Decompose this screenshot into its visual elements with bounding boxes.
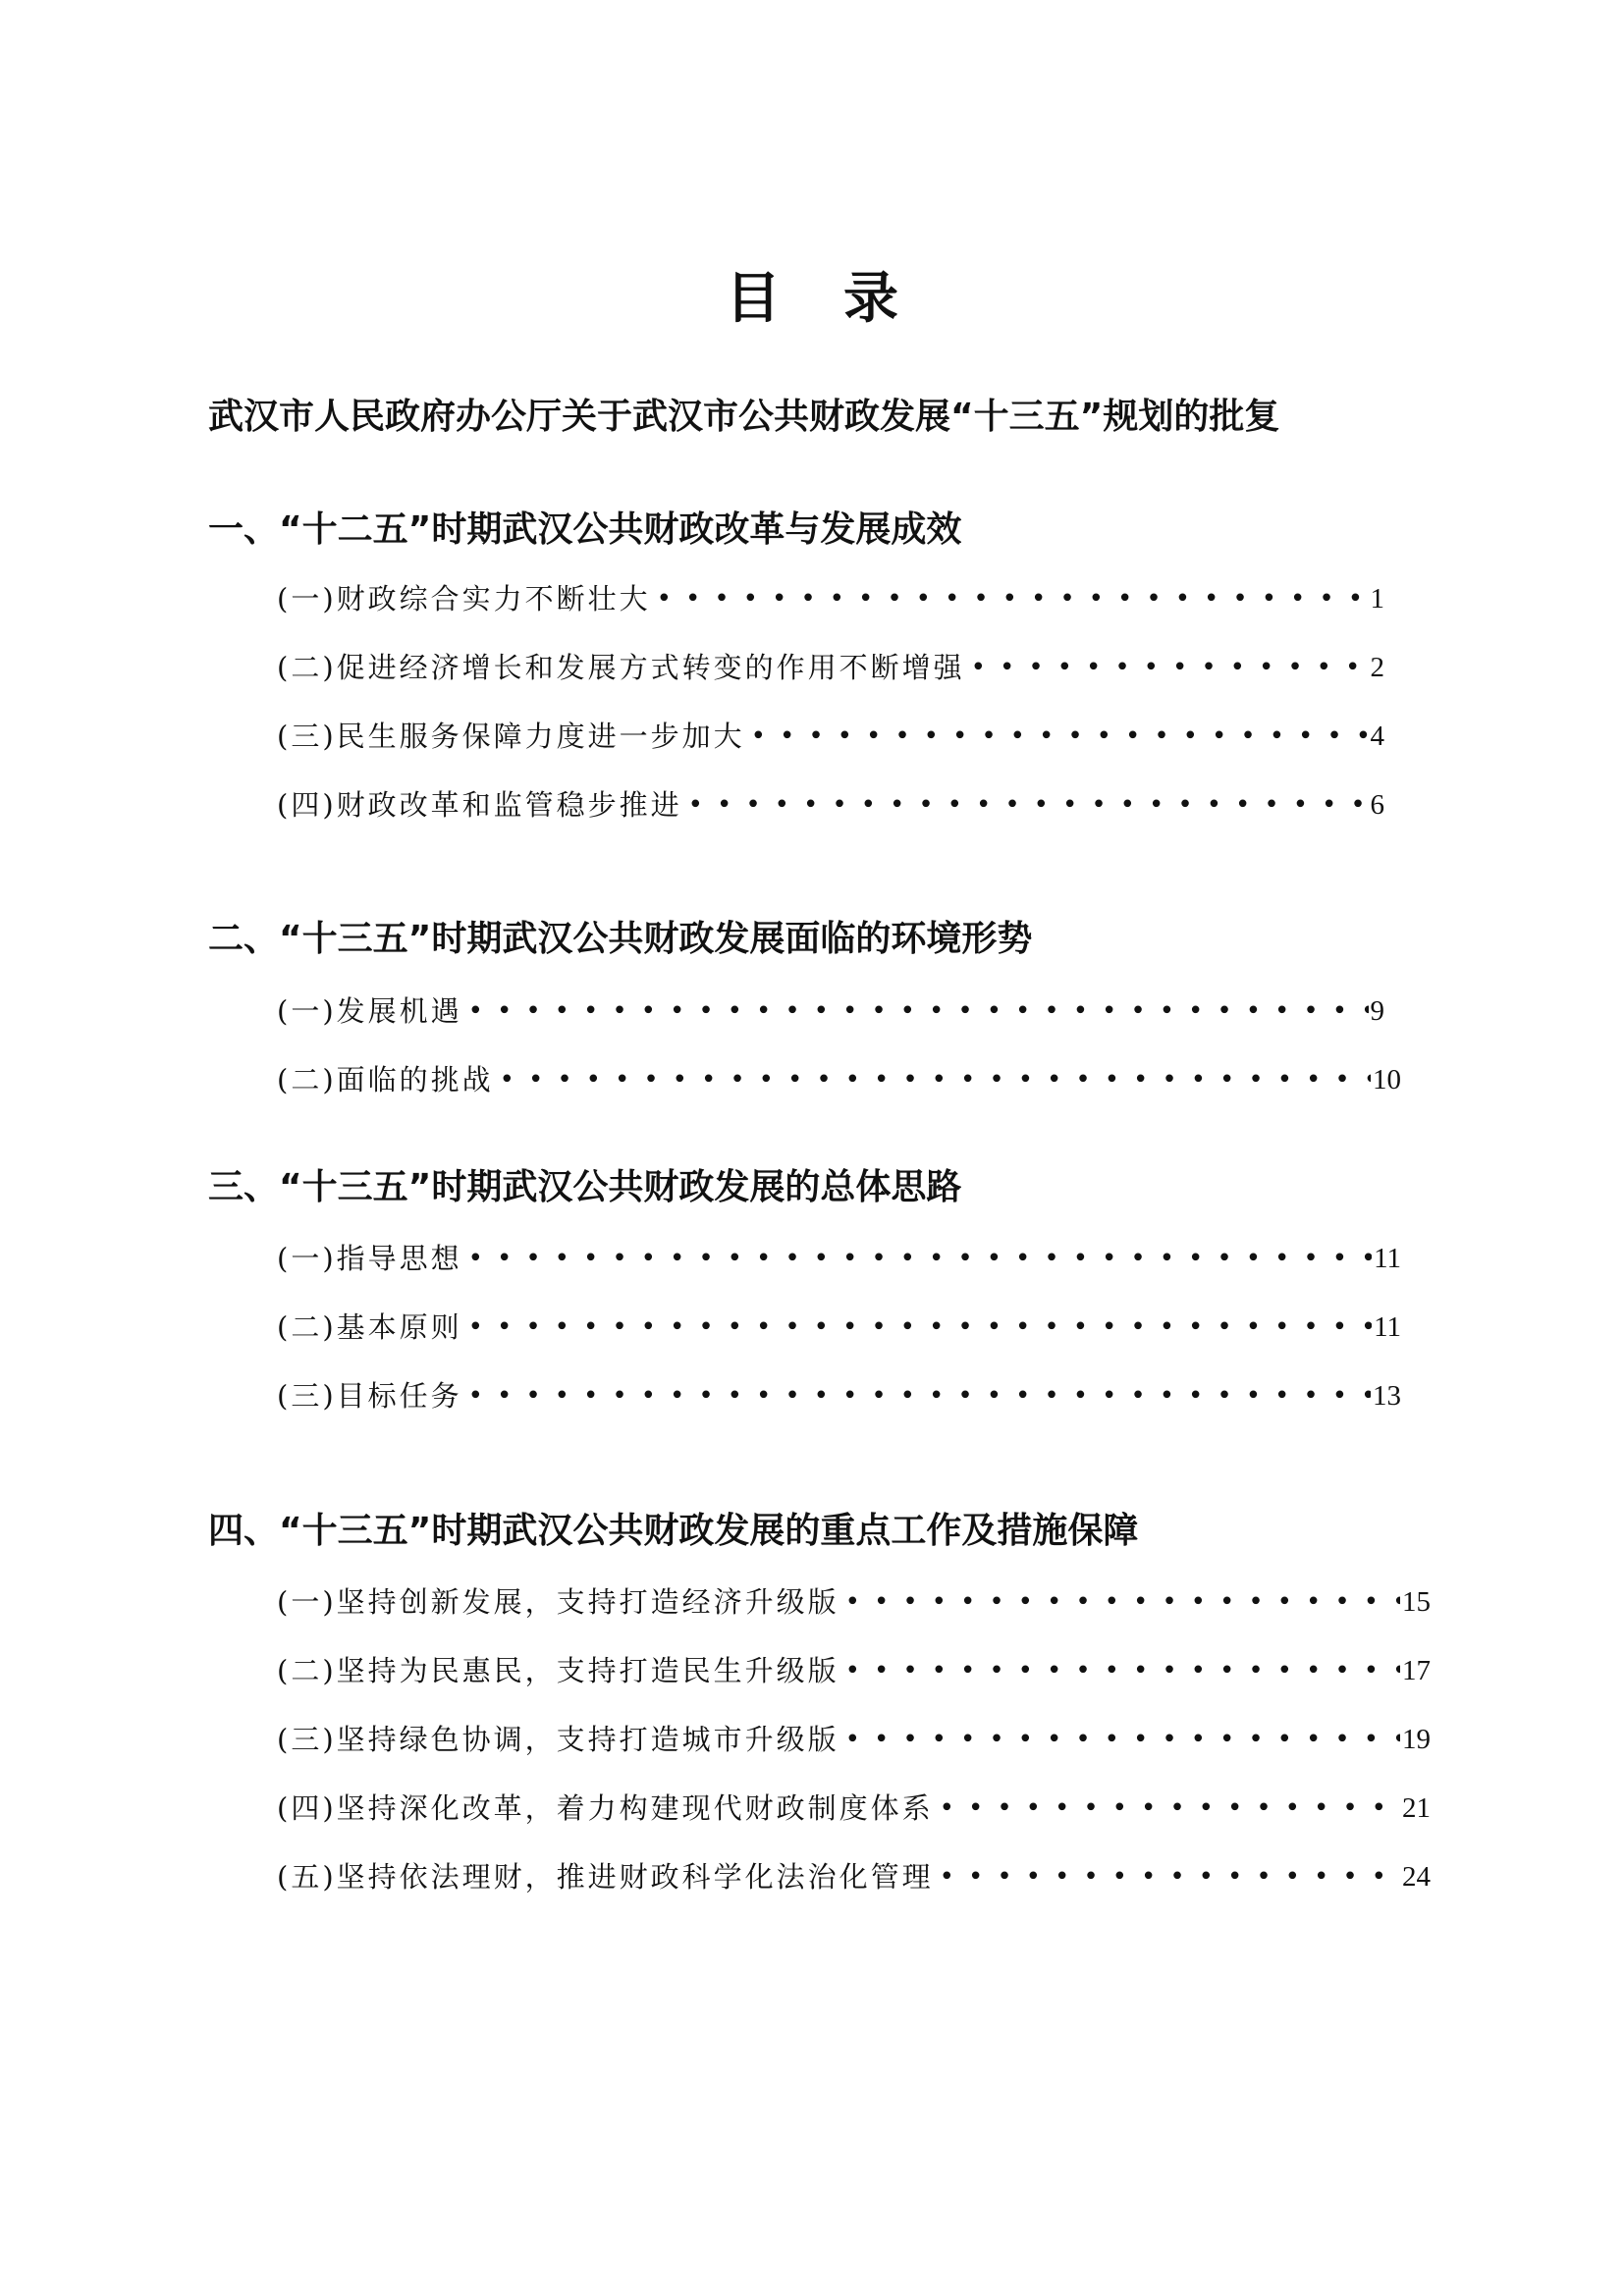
- toc-entry-page: 4: [1370, 721, 1384, 752]
- toc-entry-label: (三)坚持绿色协调，支持打造城市升级版: [277, 1723, 839, 1756]
- toc-entry-label: (三)目标任务: [277, 1379, 462, 1413]
- toc-entry-page: 10: [1373, 1064, 1401, 1095]
- dot-leader: [651, 577, 1369, 620]
- toc-entry[interactable]: [277, 1580, 1431, 1624]
- toc-entry-page: 6: [1370, 789, 1384, 821]
- toc-entry-label: (一)发展机遇: [277, 994, 462, 1028]
- toc-entry[interactable]: [277, 715, 1384, 758]
- toc-entry-label: (一)坚持创新发展，支持打造经济升级版: [277, 1585, 839, 1619]
- toc-entry[interactable]: [277, 1855, 1431, 1898]
- toc-entry-page: 19: [1402, 1724, 1431, 1755]
- dot-leader: [839, 1580, 1400, 1624]
- toc-entry[interactable]: [277, 1649, 1431, 1692]
- toc-entry-page: 21: [1402, 1792, 1431, 1824]
- toc-section-heading[interactable]: 二、“十三五”时期武汉公共财政发展面临的环境形势: [208, 919, 1033, 959]
- toc-entry-page: 11: [1374, 1243, 1401, 1274]
- toc-entry-page: 15: [1402, 1586, 1431, 1618]
- toc-entry-label: (五)坚持依法理财，推进财政科学化法治化管理: [277, 1860, 934, 1894]
- toc-entry-page: 2: [1370, 652, 1384, 683]
- toc-entry[interactable]: [277, 783, 1384, 827]
- toc-entry[interactable]: [277, 989, 1384, 1033]
- toc-entry[interactable]: [277, 1058, 1401, 1101]
- toc-entry-label: (一)财政综合实力不断壮大: [277, 582, 651, 615]
- dot-leader: [462, 1237, 1372, 1280]
- dot-leader: [934, 1787, 1400, 1830]
- dot-leader: [494, 1058, 1371, 1101]
- toc-entry[interactable]: [277, 1787, 1431, 1830]
- toc-entry-label: (四)财政改革和监管稳步推进: [277, 788, 682, 822]
- toc-entry[interactable]: [277, 1306, 1401, 1349]
- dot-leader: [462, 1374, 1371, 1417]
- dot-leader: [839, 1649, 1400, 1692]
- toc-entry[interactable]: [277, 646, 1384, 689]
- toc-entry[interactable]: [277, 1237, 1401, 1280]
- dot-leader: [682, 783, 1369, 827]
- dot-leader: [462, 1306, 1372, 1349]
- toc-section-heading[interactable]: 一、“十二五”时期武汉公共财政改革与发展成效: [208, 509, 962, 550]
- toc-entry[interactable]: [277, 577, 1384, 620]
- toc-entry-label: (一)指导思想: [277, 1242, 462, 1275]
- toc-section-heading[interactable]: 三、“十三五”时期武汉公共财政发展的总体思路: [208, 1167, 962, 1207]
- toc-entry-page: 24: [1402, 1861, 1431, 1893]
- toc-entry[interactable]: [277, 1374, 1401, 1417]
- toc-entry-label: (二)坚持为民惠民，支持打造民生升级版: [277, 1654, 839, 1687]
- toc-entry-label: (二)基本原则: [277, 1310, 462, 1344]
- toc-entry-page: 9: [1370, 995, 1384, 1027]
- dot-leader: [934, 1855, 1400, 1898]
- dot-leader: [965, 646, 1369, 689]
- page-title: 目录: [726, 267, 961, 331]
- toc-entry-label: (三)民生服务保障力度进一步加大: [277, 720, 745, 753]
- toc-entry-page: 13: [1373, 1380, 1401, 1412]
- toc-entry-page: 17: [1402, 1655, 1431, 1686]
- toc-entry-label: (二)促进经济增长和发展方式转变的作用不断增强: [277, 651, 965, 684]
- dot-leader: [462, 989, 1369, 1033]
- document-heading: 武汉市人民政府办公厅关于武汉市公共财政发展“十三五”规划的批复: [208, 397, 1280, 437]
- dot-leader: [839, 1718, 1400, 1761]
- toc-entry-label: (二)面临的挑战: [277, 1063, 494, 1096]
- toc-section-heading[interactable]: 四、“十三五”时期武汉公共财政发展的重点工作及措施保障: [208, 1511, 1139, 1551]
- toc-entry-page: 1: [1370, 583, 1384, 614]
- toc-entry[interactable]: [277, 1718, 1431, 1761]
- toc-entry-page: 11: [1374, 1311, 1401, 1343]
- toc-entry-label: (四)坚持深化改革，着力构建现代财政制度体系: [277, 1791, 934, 1825]
- dot-leader: [745, 715, 1369, 758]
